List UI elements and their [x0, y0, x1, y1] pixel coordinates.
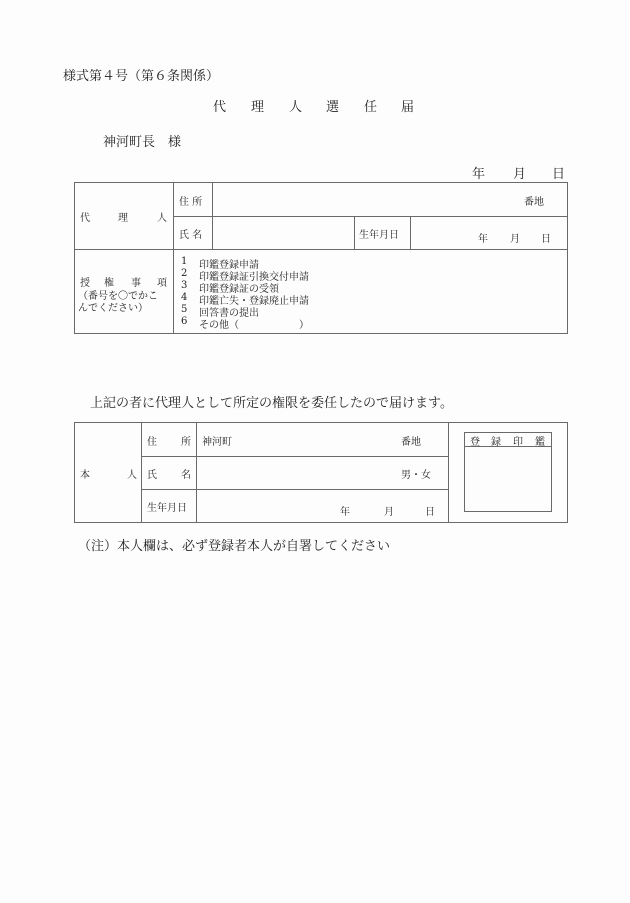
agent-birth-year: 年 — [478, 234, 488, 245]
delegation-statement: 上記の者に代理人として所定の権限を委任したので届けます。 — [90, 396, 453, 411]
agent-address-label: 住 所 — [179, 197, 203, 208]
authority-note: （番号を〇でかこ — [78, 291, 158, 302]
gender-selector[interactable]: 男・女 — [401, 470, 431, 481]
form-number: 様式第４号（第６条関係） — [63, 69, 220, 84]
title-char: 理 — [251, 100, 265, 115]
authority-note: んでください） — [78, 303, 148, 314]
principal-birth-day: 日 — [425, 507, 435, 518]
agent-address-field[interactable] — [213, 183, 567, 216]
principal-birth-year: 年 — [340, 507, 350, 518]
title-char: 任 — [364, 100, 378, 115]
divider — [141, 422, 142, 523]
agent-birth-day: 日 — [541, 234, 551, 245]
agent-name-label: 氏 名 — [179, 230, 203, 241]
principal-address-prefix: 神河町 — [202, 437, 232, 448]
signature-note: （注）本人欄は、必ず登録者本人が自署してください — [78, 539, 391, 554]
principal-birthdate-label: 生年月日 — [147, 503, 187, 514]
principal-birth-month: 月 — [384, 507, 394, 518]
title-char: 人 — [289, 100, 303, 115]
divider — [173, 182, 174, 334]
divider — [74, 249, 568, 250]
title-char: 代 — [213, 100, 227, 115]
agent-address-suffix: 番地 — [524, 197, 544, 208]
principal-birthdate-field[interactable] — [197, 490, 448, 522]
title-char: 選 — [326, 100, 340, 115]
addressee: 神河町長 様 — [103, 135, 182, 150]
title-char: 届 — [401, 100, 415, 115]
date-month-label: 月 — [513, 167, 527, 182]
principal-address-suffix: 番地 — [401, 437, 421, 448]
agent-birthdate-label: 生年月日 — [359, 230, 399, 241]
divider — [354, 216, 355, 249]
agent-name-field[interactable] — [213, 217, 354, 249]
divider — [448, 422, 449, 523]
date-year-label: 年 — [472, 167, 486, 182]
agent-birth-month: 月 — [510, 234, 520, 245]
date-day-label: 日 — [552, 167, 566, 182]
